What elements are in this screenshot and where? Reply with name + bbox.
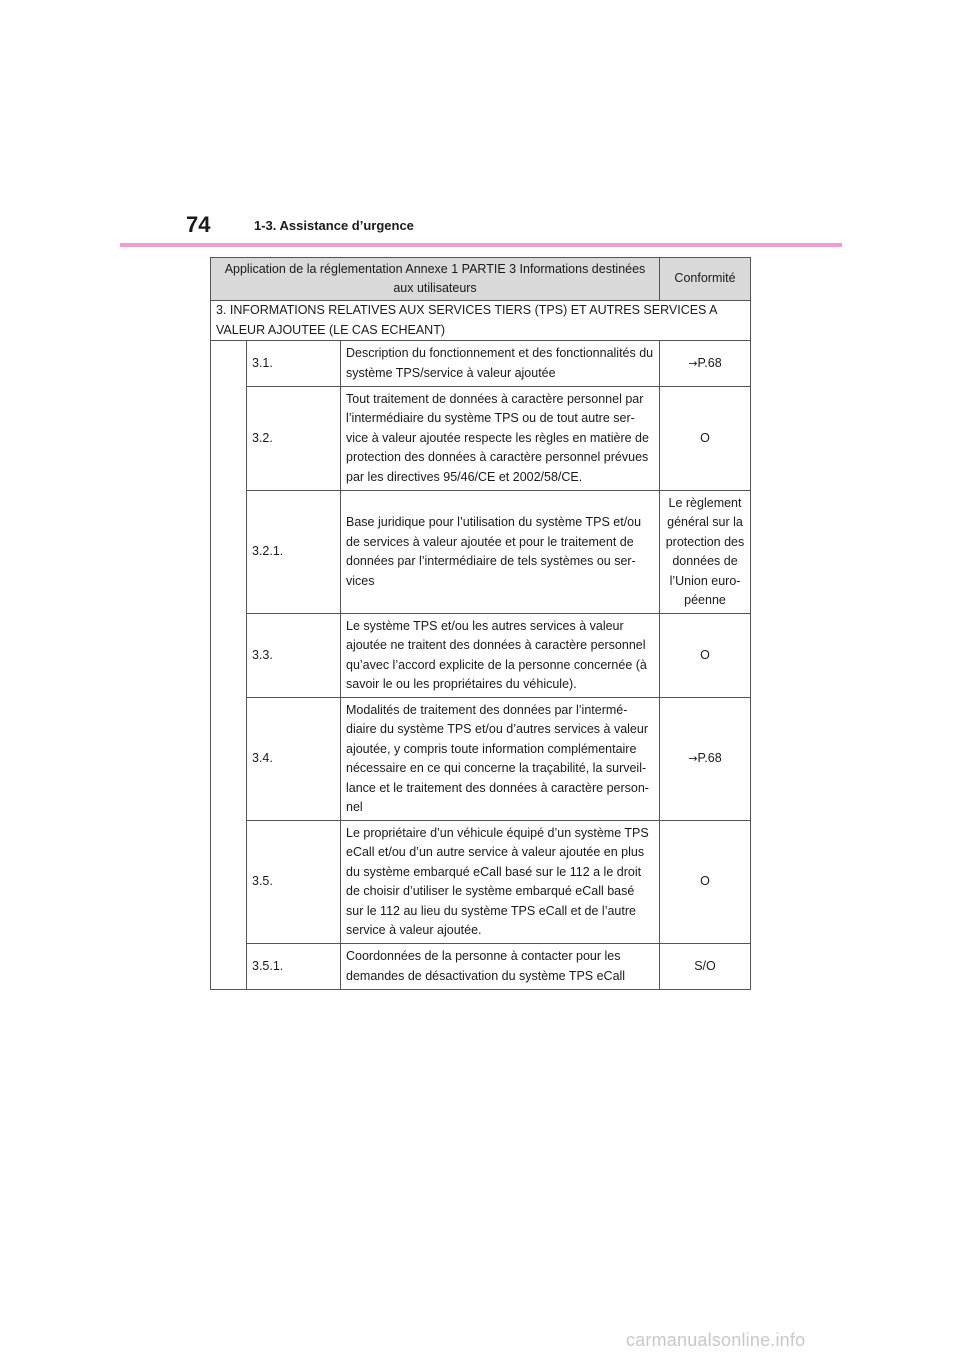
header-application: Application de la réglementation Annexe 1 PARTIE 3 Informations destinées aux utilisateurs	[211, 258, 660, 301]
watermark: carmanualsonline.info	[626, 1330, 806, 1350]
row-conformity	[660, 821, 751, 944]
row-description: Base juridique pour l’utilisation du système TPS et/ou de services à valeur ajoutée et pour le traitement de données par l’intermédiaire de tels systèmes ou ser-vices	[341, 491, 660, 614]
table-header-row	[211, 258, 751, 301]
row-number: 3.2.	[247, 387, 341, 491]
row-description: Le système TPS et/ou les autres services à valeur ajoutée ne traitent des données à caractère personnel qu’avec l’accord explicite de la personne concernée (à savoir le ou les propriétaires du véhicule).	[341, 614, 660, 698]
row-conformity	[660, 341, 751, 387]
row-description: Description du fonctionnement et des fonctionnalités du système TPS/service à valeur ajoutée	[341, 341, 660, 387]
arrow-right-icon: →	[688, 356, 698, 370]
row-number: 3.2.1.	[247, 491, 341, 614]
section-heading: 3. INFORMATIONS RELATIVES AUX SERVICES TIERS (TPS) ET AUTRES SERVICES A VALEUR AJOUTEE (LE CAS ECHEANT)	[211, 301, 751, 341]
row-number: 3.5.1.	[247, 944, 341, 990]
row-number: 3.5.	[247, 821, 341, 944]
row-description: Coordonnées de la personne à contacter pour les demandes de désactivation du système TPS eCall	[341, 944, 660, 990]
conformity-value: O	[700, 430, 710, 445]
row-description: Modalités de traitement des données par l’intermé-diaire du système TPS et/ou d’autres services à valeur ajoutée, y compris toute information complémentaire nécessaire en ce qui concerne la traçabilité, la surveil-lance et le traitement des données à caractère person-nel	[341, 698, 660, 821]
regulation-table	[210, 257, 751, 990]
table-row	[211, 614, 751, 698]
table-row	[211, 491, 751, 614]
conformity-value: Le règlement général sur la protection des données de l’Union euro-péenne	[665, 495, 745, 607]
table-row	[211, 944, 751, 990]
table-row	[211, 698, 751, 821]
page-number: 74	[186, 212, 211, 237]
header-conformity: Conformité	[660, 258, 751, 301]
row-number: 3.4.	[247, 698, 341, 821]
row-number: 3.3.	[247, 614, 341, 698]
row-conformity	[660, 698, 751, 821]
header-rule	[120, 243, 842, 247]
row-conformity	[660, 944, 751, 990]
table-row	[211, 387, 751, 491]
conformity-value: P.68	[697, 751, 722, 766]
indent-cell	[211, 341, 247, 990]
conformity-value: S/O	[694, 958, 716, 973]
section-heading-row	[211, 301, 751, 341]
row-number: 3.1.	[247, 341, 341, 387]
row-conformity	[660, 387, 751, 491]
table-row	[211, 341, 751, 387]
conformity-value: O	[700, 874, 710, 889]
row-description: Tout traitement de données à caractère personnel par l’intermédiaire du système TPS ou de tout autre ser-vice à valeur ajoutée respecte les règles en matière de protection des données à caractère personnel prévues par les directives 95/46/CE et 2002/58/CE.	[341, 387, 660, 491]
conformity-value: O	[700, 647, 710, 662]
conformity-value: P.68	[697, 355, 722, 370]
row-description: Le propriétaire d’un véhicule équipé d’un système TPS eCall et/ou d’un autre service à valeur ajoutée en plus du système embarqué eCall basé sur le 112 a le droit de choisir d’utiliser le système embarqué eCall basé sur le 112 au lieu du système TPS eCall et de l’autre service à valeur ajoutée.	[341, 821, 660, 944]
arrow-right-icon: →	[688, 752, 698, 766]
row-conformity	[660, 614, 751, 698]
table-row	[211, 821, 751, 944]
row-conformity	[660, 491, 751, 614]
section-title: 1-3. Assistance d’urgence	[254, 218, 414, 233]
